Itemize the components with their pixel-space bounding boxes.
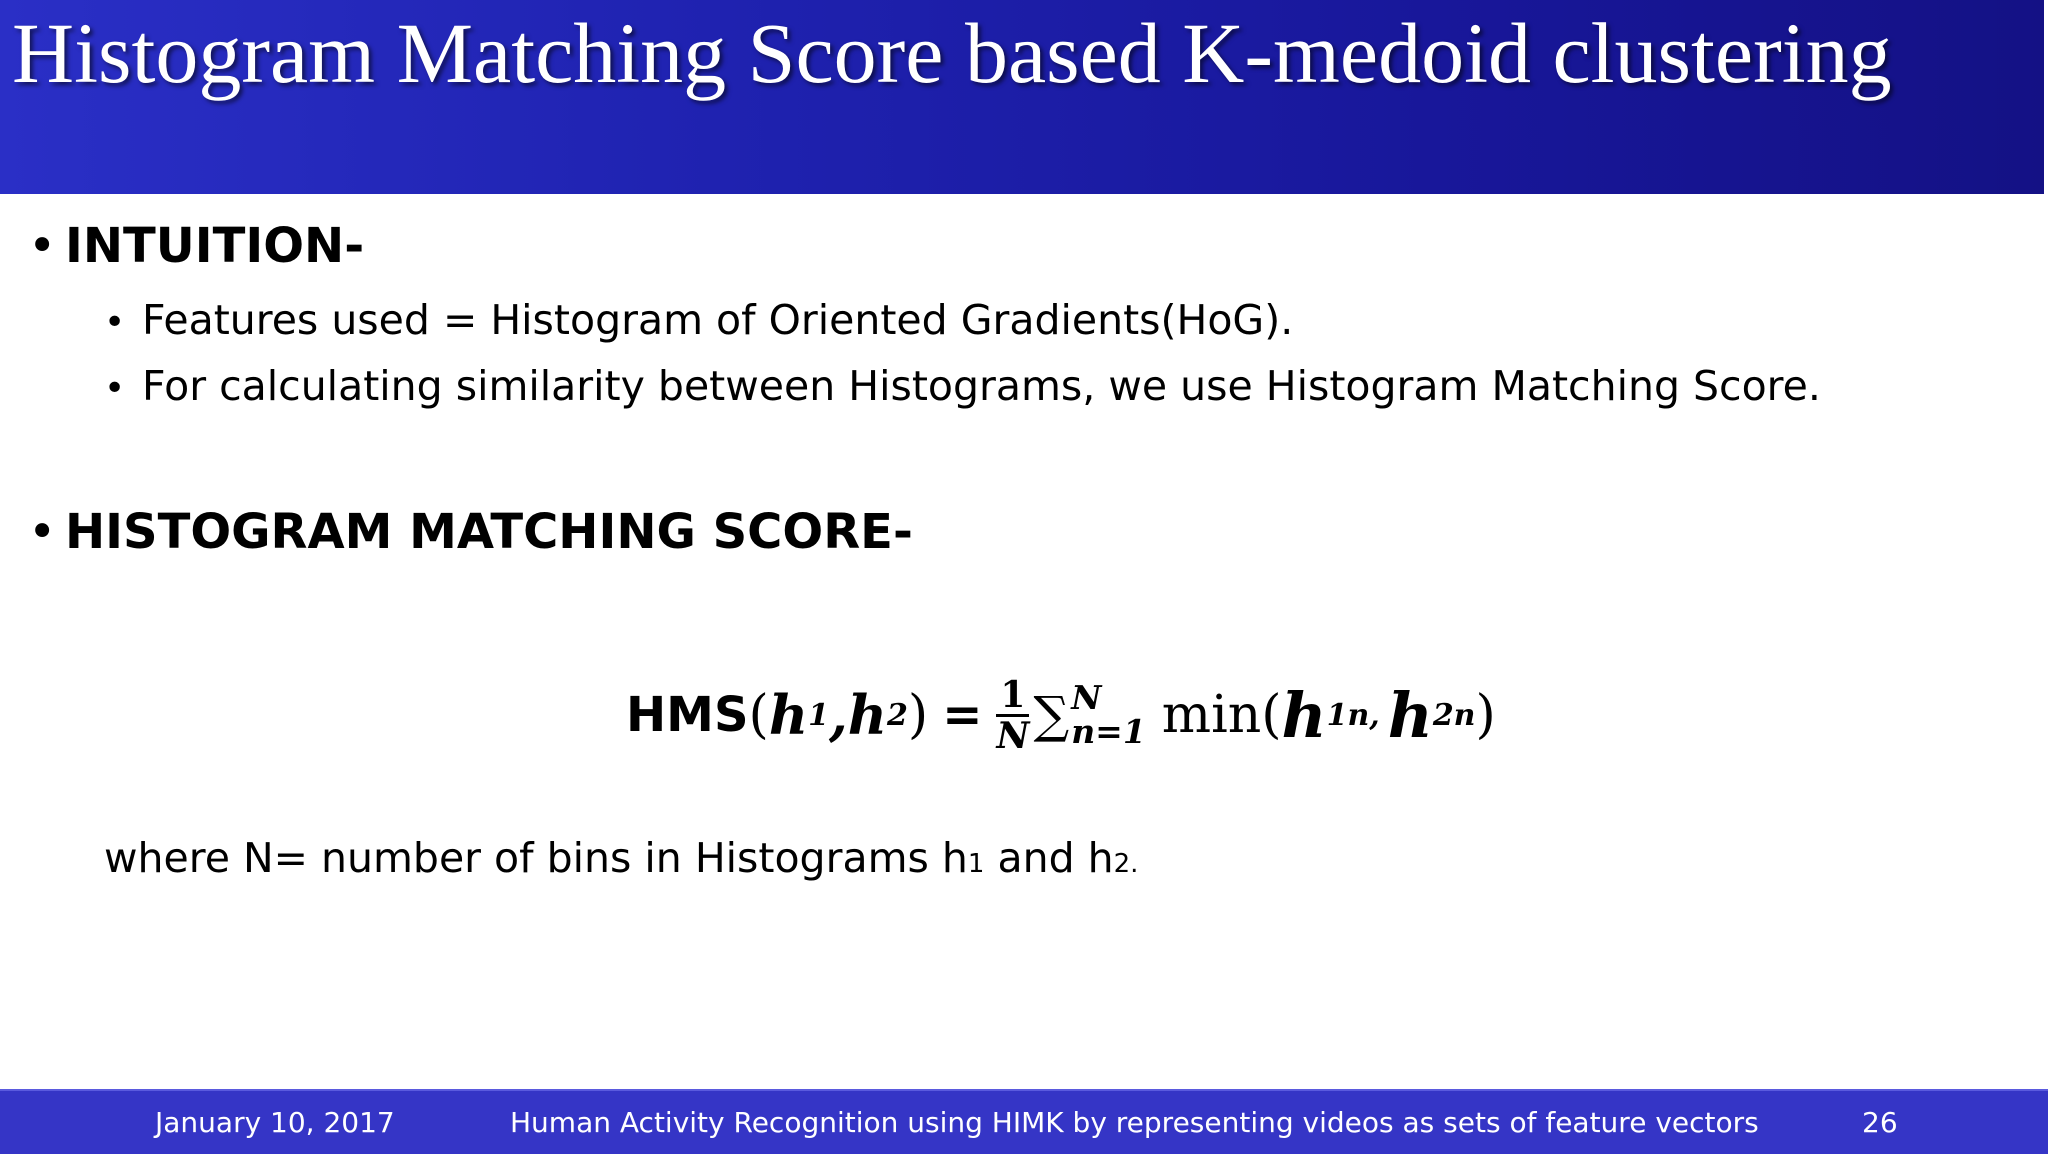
sub-bullet-features bbox=[104, 295, 1293, 348]
footer-date: January 10, 2017 bbox=[155, 1106, 395, 1139]
bullet-dot: • bbox=[104, 302, 126, 343]
formula-term1: h bbox=[1281, 678, 1327, 752]
footer-page-number: 26 bbox=[1862, 1106, 1898, 1139]
bullet-heading: INTUITION- bbox=[65, 218, 365, 274]
bullet-dot: • bbox=[104, 368, 126, 409]
formula-term2-sub: 2n bbox=[1432, 697, 1476, 733]
sub-bullet-text: For calculating similarity between Histograms, we use Histogram Matching Score. bbox=[142, 362, 1821, 410]
slide-footer bbox=[0, 1089, 2048, 1154]
footer-caption: Human Activity Recognition using HIMK by representing videos as sets of feature vectors bbox=[510, 1106, 1759, 1139]
formula-min-close: ) bbox=[1475, 685, 1496, 745]
bullet-hms bbox=[28, 504, 913, 560]
where-explanation bbox=[104, 830, 1138, 892]
sub-bullet-text: Features used = Histogram of Oriented Gradients(HoG). bbox=[142, 296, 1294, 344]
where-sub1: 1 bbox=[967, 849, 985, 879]
sigma-symbol: ∑ bbox=[1033, 686, 1070, 744]
formula-arg1-sub: 1 bbox=[808, 697, 829, 733]
fraction-numerator: 1 bbox=[996, 676, 1029, 717]
formula-close-paren: ) bbox=[907, 685, 929, 745]
formula-fraction bbox=[996, 673, 1030, 757]
formula-min: min( bbox=[1161, 685, 1282, 745]
summation-upper: N bbox=[1071, 678, 1102, 717]
formula-lhs-name: HMS bbox=[626, 687, 749, 743]
summation-limits bbox=[1071, 678, 1146, 751]
fraction-denominator: N bbox=[996, 714, 1030, 757]
where-sub2: 2. bbox=[1113, 849, 1139, 879]
formula-open-paren: ( bbox=[748, 685, 769, 745]
formula-equals: = bbox=[942, 687, 983, 743]
summation-lower: n=1 bbox=[1071, 712, 1146, 751]
slide-title: Histogram Matching Score based K-medoid clustering bbox=[12, 5, 1892, 101]
formula-arg2-sub: 2 bbox=[887, 697, 908, 733]
bullet-heading: HISTOGRAM MATCHING SCORE- bbox=[65, 504, 913, 560]
formula-term2: h bbox=[1387, 678, 1433, 752]
hms-formula bbox=[626, 660, 1496, 770]
bullet-intuition bbox=[28, 218, 364, 274]
formula-arg1: h bbox=[768, 683, 809, 747]
bullet-dot: • bbox=[28, 504, 57, 560]
title-bar bbox=[0, 0, 2044, 194]
bullet-dot: • bbox=[28, 218, 57, 274]
where-text: where N= number of bins in Histograms h bbox=[104, 834, 968, 882]
formula-comma: , bbox=[828, 683, 848, 747]
sub-bullet-similarity bbox=[104, 361, 1821, 414]
formula-arg2: h bbox=[847, 683, 888, 747]
formula-summation bbox=[1033, 678, 1146, 751]
formula-term1-sub: 1n, bbox=[1326, 697, 1380, 733]
where-middle: and h bbox=[984, 834, 1114, 882]
